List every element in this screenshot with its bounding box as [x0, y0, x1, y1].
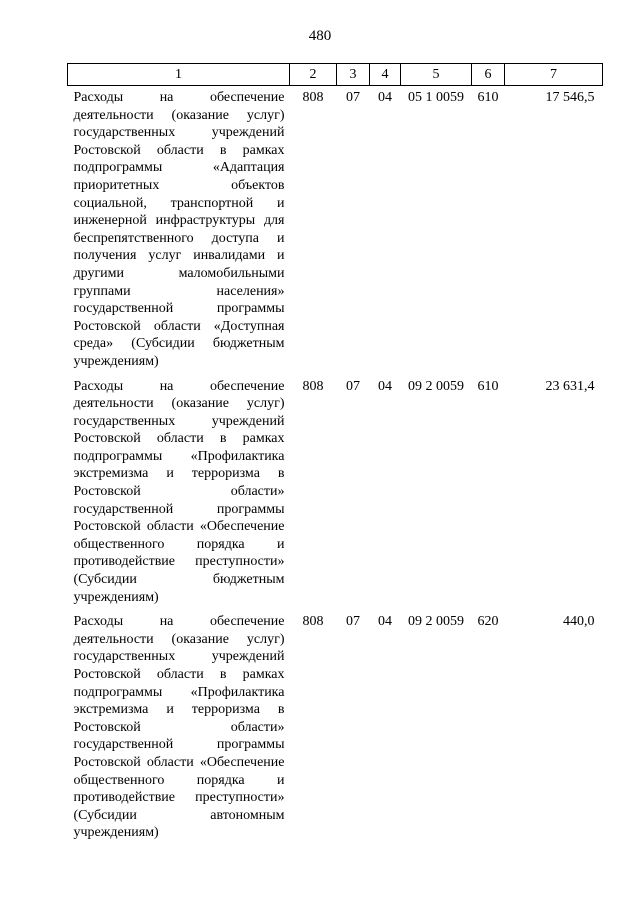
subsection-code: 04 — [378, 378, 392, 394]
expense-name: Расходы на обеспечение деятельности (оказание услуг) государственных учреждений Ростовской области в рамках подпрограммы «Профилактика экстремизма и терроризма в Ростовской области» государственной программы Ростовской области «Обеспечение общественного порядка и противодействие преступности» (Субсидии автономным учреждениям) — [73, 614, 285, 841]
column-header: 6 — [472, 64, 505, 86]
column-header: 2 — [290, 64, 337, 86]
target-article-code: 09 2 0059 — [408, 614, 464, 630]
section-code: 07 — [346, 614, 360, 630]
ministry-code: 808 — [302, 90, 324, 105]
column-header: 5 — [401, 64, 472, 86]
column-header: 3 — [337, 64, 370, 86]
subsection-code: 04 — [378, 614, 392, 630]
table-row — [68, 610, 603, 846]
expense-name: Расходы на обеспечение деятельности (оказание услуг) государственных учреждений Ростовской области в рамках подпрограммы «Адаптация приоритетных объектов социальной, транспортной и инженерной инфраструктуры для беспрепятственного доступа и получения услуг инвалидами и другими маломобильными группами населения» государственной программы Ростовской области «Доступная среда» (Субсидии бюджетным учреждениям) — [73, 90, 285, 369]
column-header: 1 — [68, 64, 290, 86]
ministry-code: 808 — [302, 378, 324, 394]
table-row — [68, 86, 603, 375]
expense-type-code: 610 — [477, 378, 499, 394]
ministry-code: 808 — [302, 614, 324, 630]
column-header: 7 — [505, 64, 603, 86]
expense-name: Расходы на обеспечение деятельности (оказание услуг) государственных учреждений Ростовской области в рамках подпрограммы «Профилактика экстремизма и терроризма в Ростовской области» государственной программы Ростовской области «Обеспечение общественного порядка и противодействие преступности» (Субсидии бюджетным учреждениям) — [73, 378, 285, 605]
target-article-code: 09 2 0059 — [408, 378, 464, 394]
header-row — [68, 64, 603, 86]
expense-type-code: 620 — [477, 614, 499, 630]
expense-type-code: 610 — [477, 90, 499, 105]
section-code: 07 — [346, 90, 360, 105]
budget-table — [67, 63, 603, 846]
column-header: 4 — [370, 64, 401, 86]
subsection-code: 04 — [378, 90, 392, 105]
amount: 23 631,4 — [545, 378, 595, 394]
table-row — [68, 375, 603, 611]
target-article-code: 05 1 0059 — [408, 90, 464, 105]
page-number: 480 — [308, 28, 332, 44]
amount: 17 546,5 — [545, 90, 595, 105]
amount: 440,0 — [563, 614, 595, 630]
section-code: 07 — [346, 378, 360, 394]
